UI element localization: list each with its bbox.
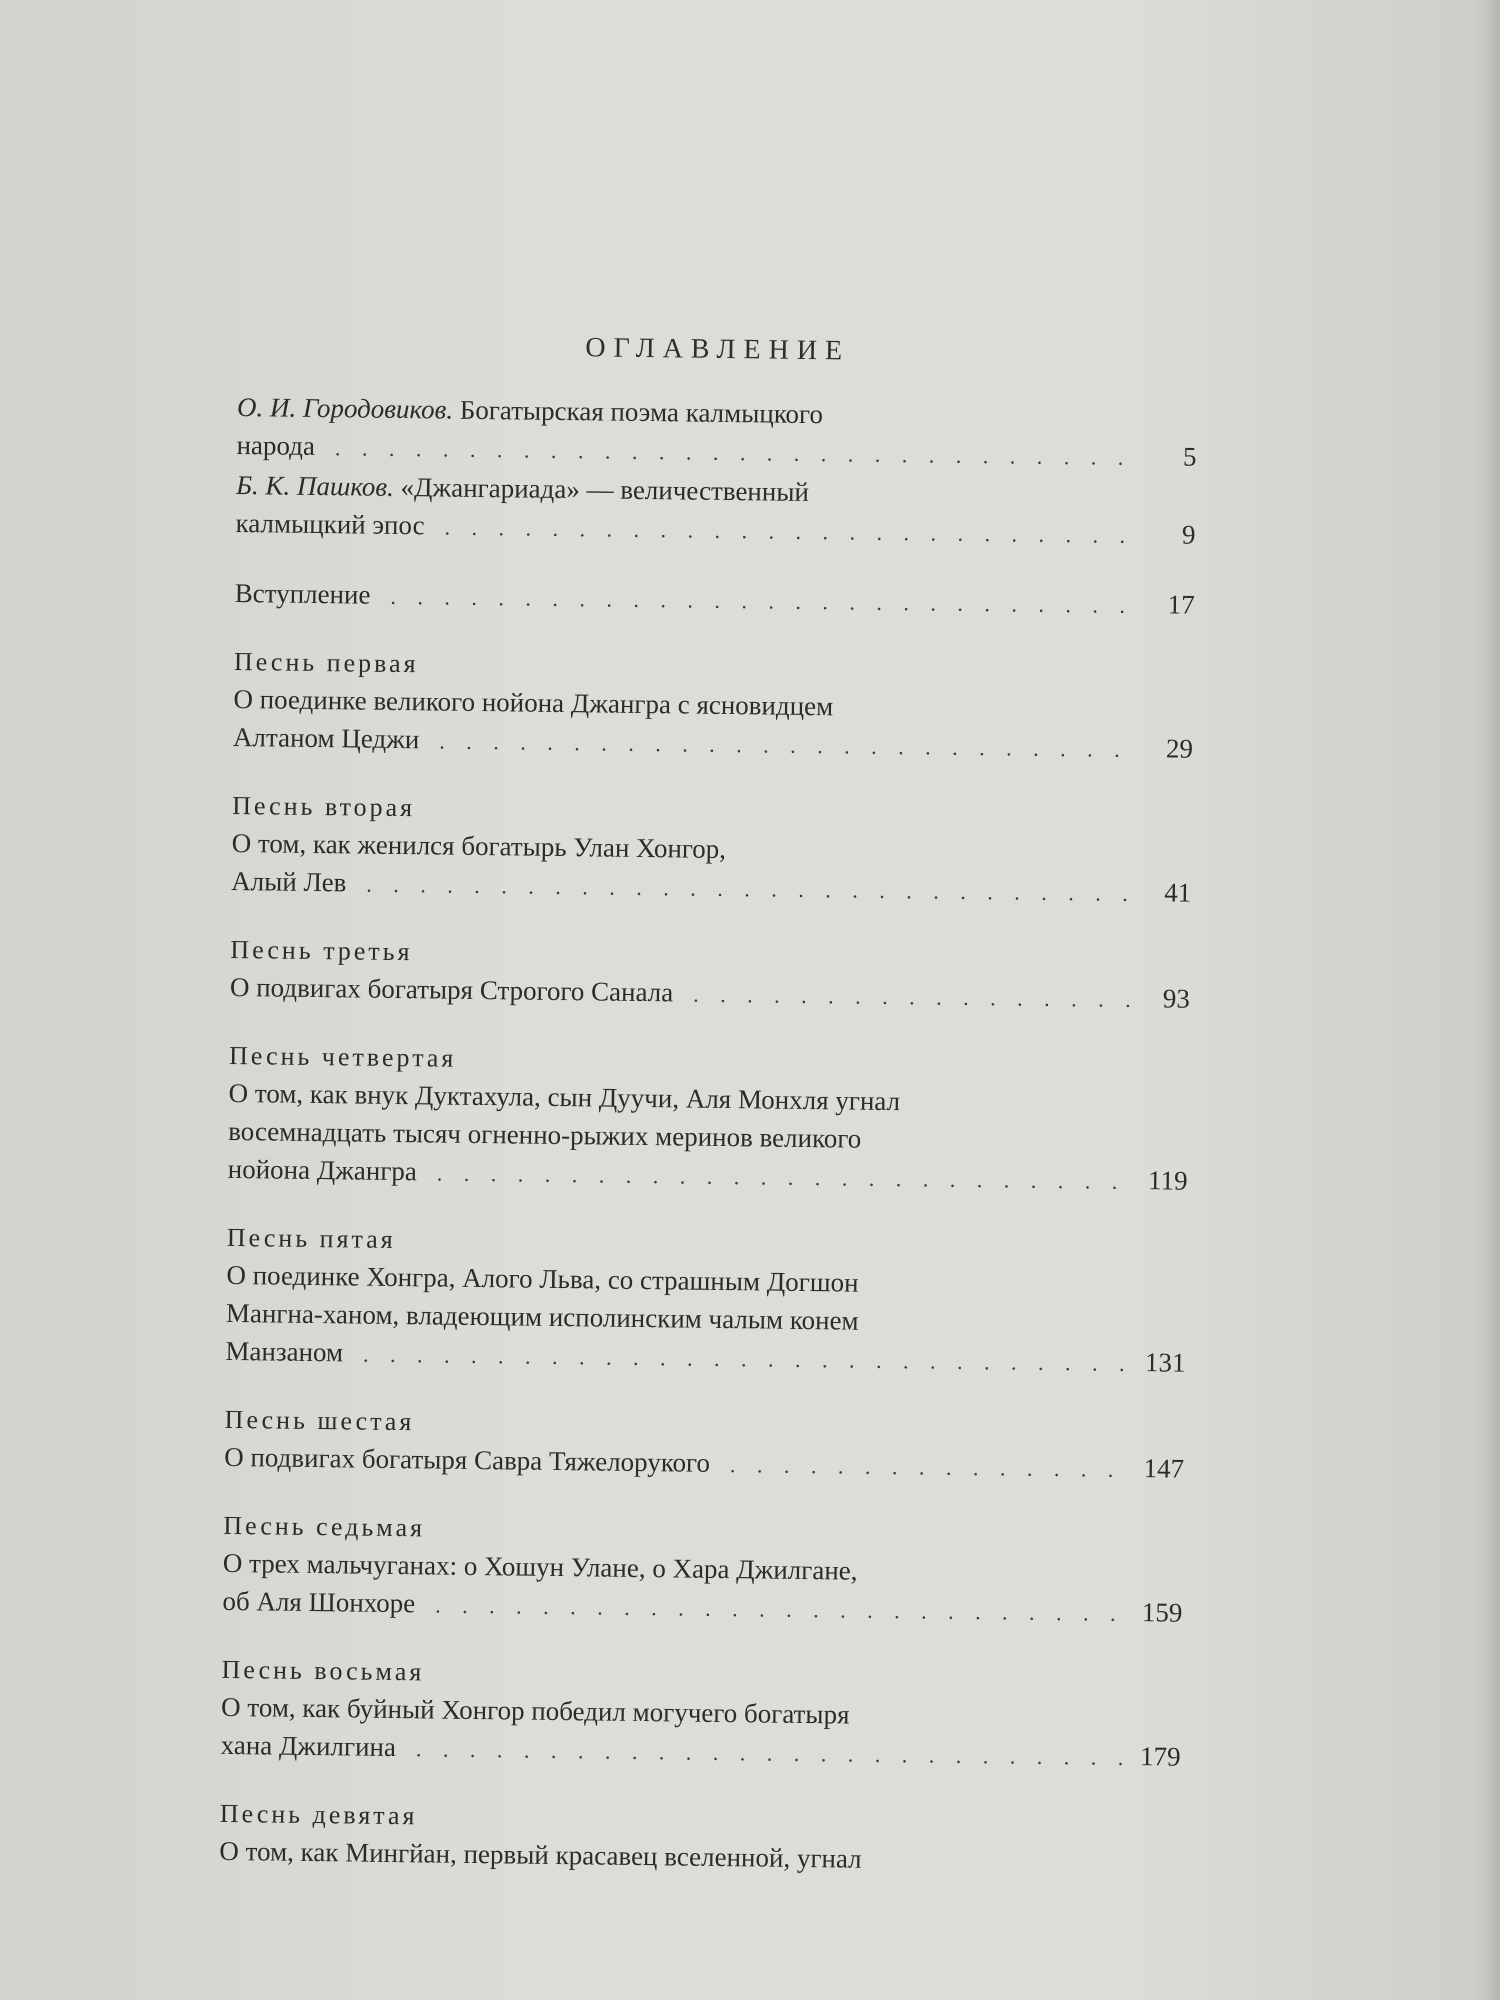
entry-title-end: нойона Джангра bbox=[227, 1153, 418, 1187]
song-label: Песнь пятая bbox=[226, 1222, 396, 1254]
dot-leader bbox=[693, 976, 1138, 1019]
entry-title-end: О подвигах богатыря Строгого Санала bbox=[229, 971, 674, 1008]
page-number: 17 bbox=[1167, 589, 1195, 620]
toc-entry bbox=[220, 1652, 1181, 1778]
dot-leader bbox=[444, 509, 1143, 556]
entry-title-end: об Аля Шонхоре bbox=[222, 1585, 416, 1619]
page-number: 147 bbox=[1143, 1453, 1185, 1484]
entry-title-line: Мангна-ханом, владеющим исполинским чалым конем bbox=[225, 1297, 859, 1336]
page-number: 41 bbox=[1163, 877, 1192, 908]
dot-leader bbox=[439, 722, 1141, 769]
entry-title-line: О том, как буйный Хонгор победил могучего богатыря bbox=[220, 1691, 850, 1730]
toc-entry bbox=[236, 388, 1197, 478]
dot-leader bbox=[363, 1336, 1131, 1383]
song-label: Песнь четвертая bbox=[228, 1040, 457, 1073]
entry-title-end: хана Джилгина bbox=[220, 1729, 397, 1763]
entry-last-line bbox=[235, 574, 1195, 626]
song-label: Песнь вторая bbox=[231, 790, 416, 823]
entry-title-end: Вступление bbox=[234, 577, 371, 610]
dot-leader bbox=[366, 866, 1139, 913]
entry-title-line: восемнадцать тысяч огненно-рыжих меринов великого bbox=[228, 1115, 862, 1154]
entry-title-end: Манзаном bbox=[225, 1335, 344, 1368]
page-number: 131 bbox=[1144, 1347, 1186, 1378]
page-number: 179 bbox=[1139, 1741, 1181, 1772]
dot-leader bbox=[437, 1154, 1135, 1201]
entry-author: О. И. Городовиков. bbox=[236, 391, 454, 425]
song-label: Песнь шестая bbox=[224, 1404, 415, 1437]
toc-entry bbox=[219, 1796, 1180, 1882]
page-number: 29 bbox=[1165, 733, 1194, 764]
entry-title-end: Алтаном Цеджи bbox=[232, 721, 420, 755]
entry-title-end: О подвигах богатыря Савра Тяжелорукого bbox=[224, 1441, 711, 1478]
table-of-contents bbox=[219, 328, 1198, 1882]
toc-entry bbox=[224, 1402, 1185, 1490]
entry-title-line: О трех мальчуганах: о Хошун Улане, о Хара Джилгане, bbox=[222, 1547, 858, 1586]
page-number: 9 bbox=[1181, 519, 1196, 550]
entry-title-line: О том, как женился богатырь Улан Хонгор, bbox=[231, 827, 727, 865]
toc-entry bbox=[235, 466, 1196, 556]
dot-leader bbox=[435, 1587, 1128, 1633]
page-number: 5 bbox=[1182, 441, 1197, 472]
song-label: Песнь восьмая bbox=[221, 1654, 425, 1687]
toc-entry bbox=[225, 1220, 1187, 1384]
entry-title-line: Богатырская поэма калмыцкого bbox=[459, 394, 824, 430]
entry-title-line: О поединке Хонгра, Алого Льва, со страшным Догшон bbox=[226, 1259, 859, 1298]
page-number: 93 bbox=[1162, 983, 1191, 1014]
entry-author: Б. К. Пашков. bbox=[235, 469, 395, 502]
entry-title-line: О том, как Мингйан, первый красавец вселенной, угнал bbox=[219, 1835, 862, 1874]
toc-entry bbox=[235, 574, 1195, 626]
song-label: Песнь седьмая bbox=[223, 1510, 426, 1543]
song-label: Песнь первая bbox=[233, 646, 419, 679]
dot-leader bbox=[730, 1446, 1130, 1489]
page-number: 159 bbox=[1141, 1597, 1183, 1628]
dot-leader bbox=[416, 1730, 1127, 1777]
toc-entry bbox=[230, 932, 1191, 1020]
dot-leader bbox=[390, 578, 1143, 625]
entry-title-line: О том, как внук Дуктахула, сын Дуучи, Аля Монхля угнал bbox=[228, 1077, 901, 1117]
entry-title-line: «Джангариада» — величественный bbox=[400, 471, 810, 507]
toc-entry bbox=[231, 788, 1192, 914]
page-number: 119 bbox=[1147, 1165, 1188, 1196]
page-edge-shadow bbox=[1474, 0, 1500, 2000]
song-label: Песнь третья bbox=[230, 934, 413, 967]
toc-entry bbox=[222, 1508, 1183, 1634]
toc-entry bbox=[227, 1038, 1189, 1202]
entry-title-end: народа bbox=[236, 429, 316, 461]
toc-title: ОГЛАВЛЕНИЕ bbox=[585, 332, 851, 367]
entry-title-end: Алый Лев bbox=[231, 865, 347, 898]
entry-title-end: калмыцкий эпос bbox=[235, 507, 425, 541]
toc-entry bbox=[233, 644, 1194, 770]
entry-title-line: О поединке великого нойона Джангра с ясновидцем bbox=[233, 683, 834, 722]
song-label: Песнь девятая bbox=[219, 1798, 418, 1831]
